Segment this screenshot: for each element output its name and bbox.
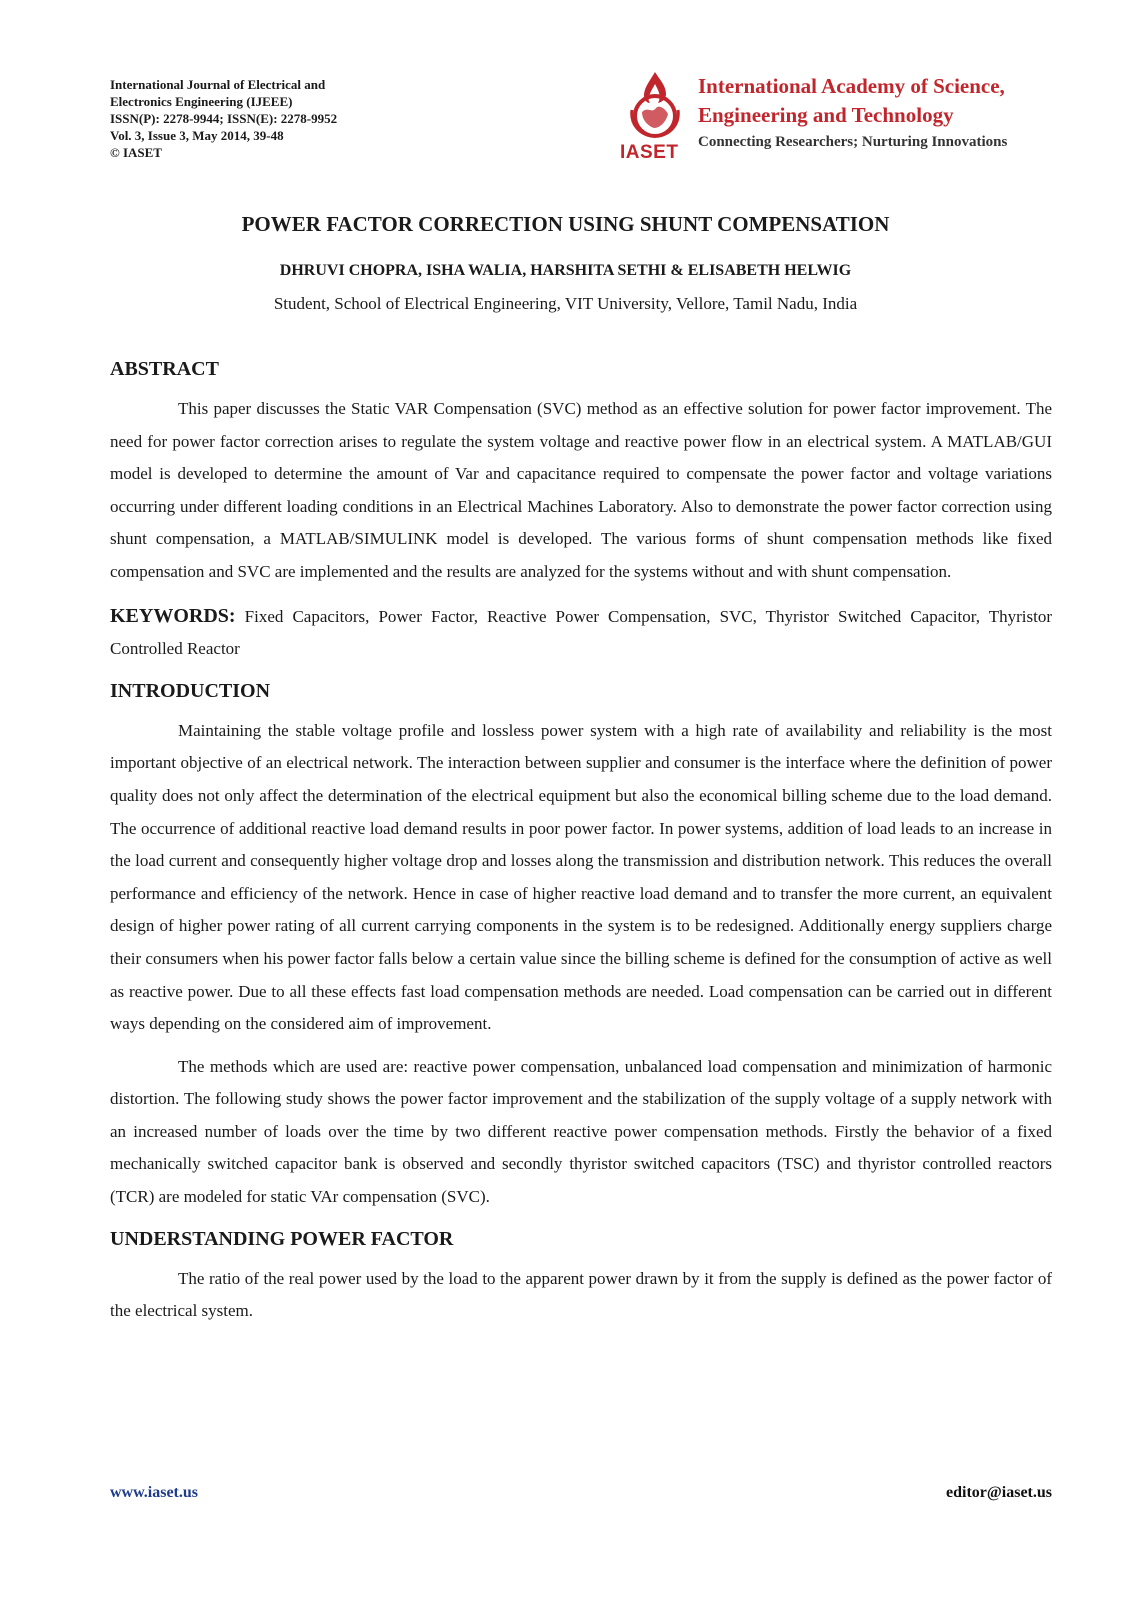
logo-title-line2: Engineering and Technology bbox=[698, 103, 954, 127]
power-factor-heading: UNDERSTANDING POWER FACTOR bbox=[110, 1227, 454, 1250]
keywords bbox=[110, 600, 1052, 666]
website-link[interactable]: www.iaset.us bbox=[110, 1484, 199, 1501]
paper-title: POWER FACTOR CORRECTION USING SHUNT COMPENSATION bbox=[241, 212, 890, 236]
journal-info bbox=[110, 76, 337, 161]
introduction-heading: INTRODUCTION bbox=[110, 679, 271, 702]
journal-line: International Journal of Electrical and bbox=[110, 77, 326, 92]
keywords-label: KEYWORDS: bbox=[110, 604, 236, 627]
introduction-paragraph: The methods which are used are: reactive power compensation, unbalanced load compensation and minimization of harmonic distortion. The following study shows the power factor improvement and the stabilization of the supply voltage of a supply network with an increased number of loads over the time by two different reactive power compensation methods. Firstly the behavior of a fixed mechanically switched capacitor bank is observed and secondly thyristor switched capacitors (TSC) and thyristor controlled reactors (TCR) are modeled for static VAr compensation (SVC). bbox=[110, 1056, 1052, 1207]
journal-line: ISSN(P): 2278-9944; ISSN(E): 2278-9952 bbox=[110, 111, 338, 126]
author-affiliation: Student, School of Electrical Engineering, VIT University, Vellore, Tamil Nadu, India bbox=[273, 294, 858, 313]
logo-tagline: Connecting Researchers; Nurturing Innovations bbox=[698, 134, 1008, 150]
email-address: editor@iaset.us bbox=[946, 1484, 1052, 1501]
paper-body bbox=[110, 358, 1052, 1328]
power-factor-paragraph: The ratio of the real power used by the load to the apparent power drawn by it from the supply is defined as the power factor of the electrical system. bbox=[110, 1268, 1052, 1321]
keywords-text: Fixed Capacitors, Power Factor, Reactive Power Compensation, SVC, Thyristor Switched Capacitor, Thyristor Controlled Reactor bbox=[110, 606, 1052, 659]
logo-title-line1: International Academy of Science, bbox=[698, 74, 1005, 98]
globe-flame-icon bbox=[622, 70, 688, 142]
publisher-logo bbox=[620, 70, 1040, 170]
journal-line: Vol. 3, Issue 3, May 2014, 39-48 bbox=[110, 128, 284, 143]
abstract-text: This paper discusses the Static VAR Compensation (SVC) method as an effective solution for power factor improvement. The need for power factor correction arises to regulate the system voltage and reactive power flow in an electrical system. A MATLAB/GUI model is developed to determine the amount of Var and capacitance required to compensate the power factor and voltage variations occurring under different loading conditions in an Electrical Machines Laboratory. Also to demonstrate the power factor correction using shunt compensation, a MATLAB/SIMULINK model is developed. The various forms of shunt compensation methods like fixed compensation and SVC are implemented and the results are analyzed for the systems without and with shunt compensation. bbox=[110, 399, 1052, 581]
journal-line: © IASET bbox=[110, 145, 162, 160]
introduction-paragraph: Maintaining the stable voltage profile and lossless power system with a high rate of availability and reliability is the most important objective of an electrical network. The interaction between supplier and consumer is the interface where the definition of power quality does not only affect the determination of the electrical equipment but also the economical billing scheme due to the load demand. The occurrence of additional reactive load demand results in poor power factor. In power systems, addition of load leads to an increase in the load current and consequently higher voltage drop and losses along the transmission and distribution network. This reduces the overall performance and efficiency of the network. Hence in case of higher reactive load demand and to transfer the more current, an equivalent design of higher power rating of all current carrying components in the system is to be redesigned. Additionally energy suppliers charge their consumers when his power factor falls below a certain value since the billing scheme is defined for the consumption of active as well as reactive power. Due to all these effects fast load compensation methods are needed. Load compensation can be carried out in different ways depending on the considered aim of improvement. bbox=[110, 720, 1052, 1034]
journal-line: Electronics Engineering (IJEEE) bbox=[110, 94, 293, 109]
logo-wordmark: IASET bbox=[620, 142, 679, 163]
abstract-heading: ABSTRACT bbox=[110, 358, 219, 380]
paper-authors: DHRUVI CHOPRA, ISHA WALIA, HARSHITA SETHI & ELISABETH HELWIG bbox=[279, 262, 852, 279]
